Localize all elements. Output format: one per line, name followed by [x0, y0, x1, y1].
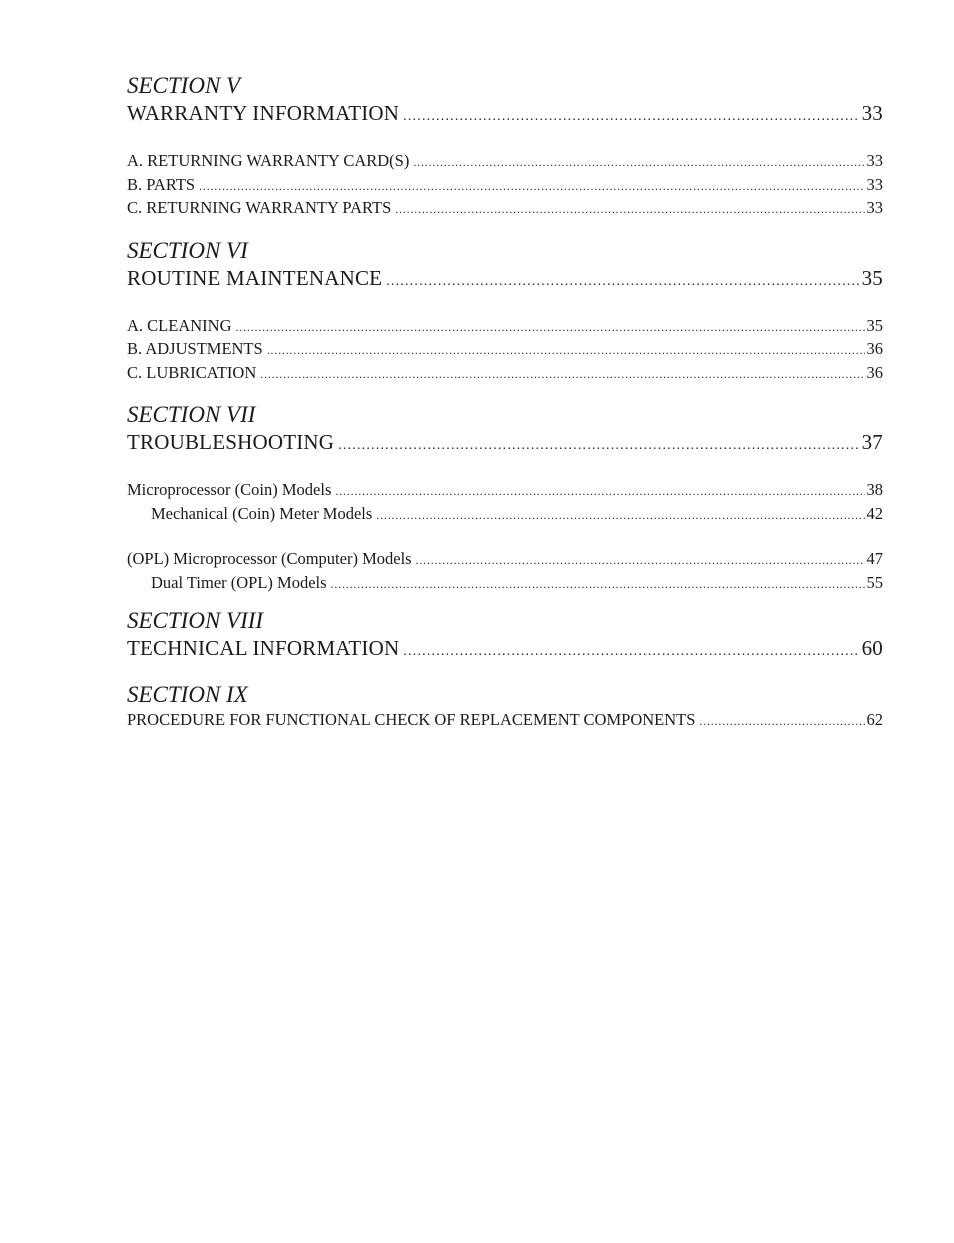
dot-leader — [699, 710, 864, 733]
toc-entry-title: ROUTINE MAINTENANCE — [127, 265, 383, 290]
section-viii — [127, 607, 883, 665]
toc-page-number: 33 — [866, 151, 883, 170]
toc-page-number: 36 — [866, 339, 883, 358]
toc-page-number: 37 — [861, 430, 883, 454]
toc-page-number: 47 — [866, 549, 883, 568]
toc-entry[interactable] — [127, 572, 883, 596]
toc-page-number: 35 — [861, 265, 883, 290]
toc-page-number: 55 — [866, 572, 883, 592]
toc-page-number: 33 — [866, 198, 883, 217]
dot-leader — [403, 104, 859, 130]
section-v — [127, 72, 883, 221]
toc-entry-title: Dual Timer (OPL) Models — [151, 572, 327, 592]
dot-leader — [236, 316, 865, 339]
toc-entry[interactable] — [127, 174, 883, 198]
toc-entry-major[interactable] — [127, 100, 883, 130]
dot-leader — [199, 175, 864, 198]
toc-entry[interactable] — [127, 338, 883, 362]
dot-leader — [376, 504, 864, 527]
section-ix — [127, 681, 883, 733]
toc-page-number: 62 — [866, 710, 883, 729]
toc-entry-title: B. ADJUSTMENTS — [127, 339, 263, 358]
dot-leader — [331, 573, 865, 596]
section-label: SECTION VIII — [127, 608, 264, 633]
toc-entry[interactable] — [127, 709, 883, 733]
toc-page-number: 33 — [861, 101, 883, 125]
toc-page-number: 36 — [866, 362, 883, 382]
toc-entry-title: (OPL) Microprocessor (Computer) Models — [127, 549, 412, 568]
dot-leader — [267, 339, 865, 362]
dot-leader — [335, 480, 864, 503]
toc-entry-title: TROUBLESHOOTING — [127, 430, 335, 454]
dot-leader — [338, 433, 859, 459]
toc-entry-title: PROCEDURE FOR FUNCTIONAL CHECK OF REPLACEMENT COMPONENTS — [127, 710, 696, 729]
toc-entry-major[interactable] — [127, 429, 883, 459]
dot-leader — [386, 269, 859, 295]
dot-leader — [403, 639, 859, 665]
toc-entry[interactable] — [127, 548, 883, 572]
toc-entry[interactable] — [127, 479, 883, 503]
toc-page-number: 35 — [866, 315, 883, 335]
toc-entry[interactable] — [127, 315, 883, 339]
table-of-contents — [127, 72, 883, 733]
section-label: SECTION IX — [127, 682, 248, 707]
toc-entry-major[interactable] — [127, 265, 883, 295]
toc-page-number: 60 — [861, 636, 883, 660]
toc-entry[interactable] — [127, 362, 883, 386]
toc-entry-title: Mechanical (Coin) Meter Models — [151, 503, 373, 523]
toc-entry-title: A. CLEANING — [127, 315, 232, 335]
toc-page-number: 38 — [866, 480, 883, 499]
toc-entry-title: B. PARTS — [127, 174, 196, 194]
toc-page-number: 42 — [866, 503, 883, 523]
section-label: SECTION V — [127, 73, 241, 98]
toc-entry-title: C. LUBRICATION — [127, 362, 257, 382]
dot-leader — [413, 151, 864, 174]
section-label: SECTION VI — [127, 237, 248, 263]
toc-entry-title: C. RETURNING WARRANTY PARTS — [127, 198, 392, 217]
dot-leader — [395, 198, 864, 221]
section-vi — [127, 237, 883, 386]
toc-entry-title: WARRANTY INFORMATION — [127, 101, 400, 125]
dot-leader — [260, 363, 864, 386]
toc-entry-title: TECHNICAL INFORMATION — [127, 636, 400, 660]
section-label: SECTION VII — [127, 402, 256, 427]
toc-entry-major[interactable] — [127, 635, 883, 665]
toc-entry[interactable] — [127, 197, 883, 221]
section-vii — [127, 401, 883, 595]
toc-entry[interactable] — [127, 503, 883, 527]
toc-page-number: 33 — [866, 174, 883, 194]
dot-leader — [416, 549, 865, 572]
toc-entry-title: Microprocessor (Coin) Models — [127, 480, 332, 499]
toc-entry-title: A. RETURNING WARRANTY CARD(S) — [127, 151, 410, 170]
toc-entry[interactable] — [127, 150, 883, 174]
